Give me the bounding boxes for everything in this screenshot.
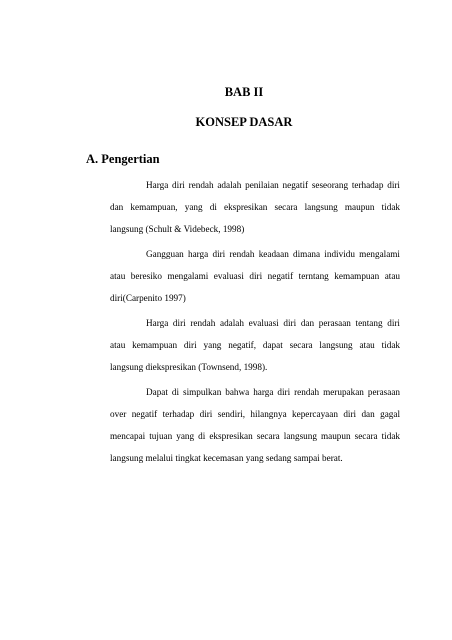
section-heading: A. Pengertian	[86, 152, 160, 166]
paragraph-conclusion	[110, 381, 400, 469]
chapter-label: BAB II	[224, 85, 264, 99]
paragraph-line: atau beresiko mengalami evaluasi diri negatif terntang kemampuan atau	[110, 271, 400, 281]
paragraph-line: Harga diri rendah adalah penilaian negatif seseorang terhadap diri	[146, 180, 400, 190]
chapter-title: KONSEP DASAR	[195, 115, 293, 129]
paragraph-definition-2	[110, 243, 400, 309]
paragraph-line: Dapat di simpulkan bahwa harga diri rendah merupakan perasaan	[146, 387, 400, 397]
paragraph-line: diri(Carpenito 1997)	[110, 293, 186, 303]
paragraph-line: langsung diekspresikan (Townsend, 1998).	[110, 362, 268, 372]
paragraph-definition-1	[110, 174, 400, 240]
paragraph-line: langsung (Schult & Videbeck, 1998)	[110, 224, 245, 234]
paragraph-line: over negatif terhadap diri sendiri, hilangnya kepercayaan diri dan gagal	[110, 409, 400, 419]
paragraph-line: mencapai tujuan yang di ekspresikan secara langsung maupun secara tidak	[110, 431, 400, 441]
paragraph-definition-3	[110, 312, 400, 378]
paragraph-line: dan kemampuan, yang di ekspresikan secara langsung maupun tidak	[110, 202, 400, 212]
paragraph-line: Harga diri rendah adalah evaluasi diri dan perasaan tentang diri	[146, 318, 400, 328]
paragraph-line: Gangguan harga diri rendah keadaan dimana individu mengalami	[146, 249, 400, 259]
paragraph-line: langsung melalui tingkat kecemasan yang sedang sampai berat.	[110, 453, 343, 463]
paragraph-line: atau kemampuan diri yang negatif, dapat secara langsung atau tidak	[110, 340, 400, 350]
